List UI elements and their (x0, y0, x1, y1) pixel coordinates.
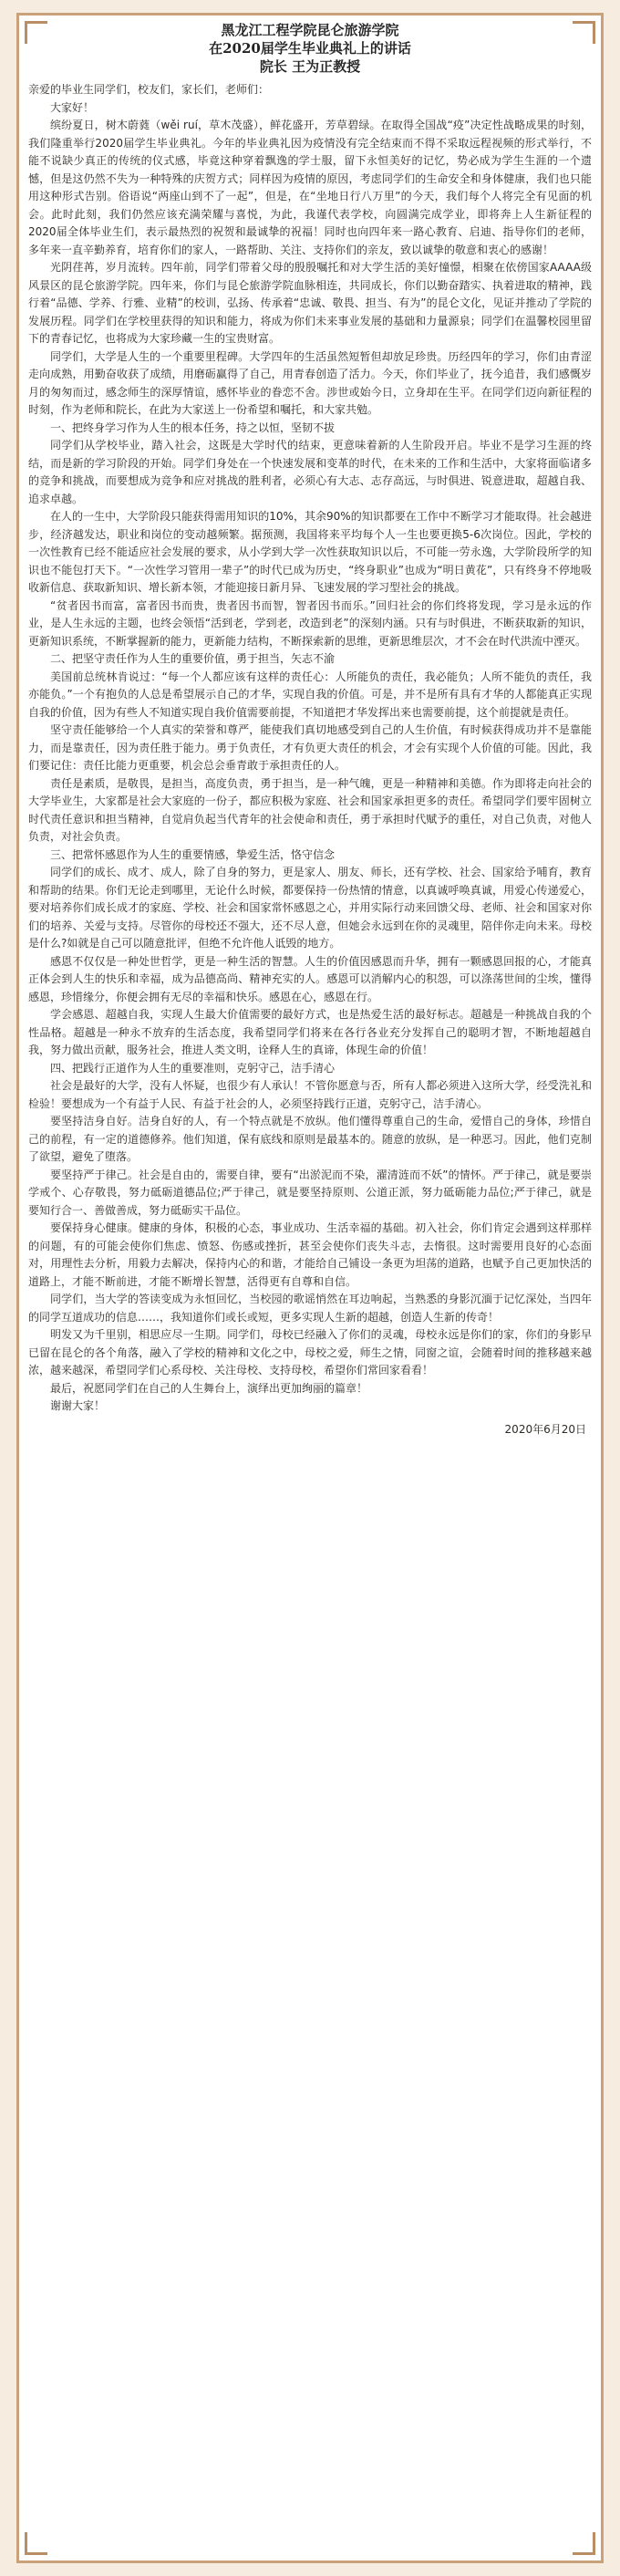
speech-body (28, 81, 592, 1439)
paragraph: 社会是最好的大学，没有人怀疑，也很少有人承认！不管你愿意与否，所有人都必须进入这所大学，经受洗礼和检验！要想成为一个有益于人民、有益于社会的人，必须坚持践行正道，克躬守己，洁手清心。 (28, 1079, 592, 1110)
paragraph: 要保持身心健康。健康的身体，积极的心态，事业成功、生活幸福的基础。初入社会，你们肯定会遇到这样那样的问题，有的可能会使你们焦虑、愤怒、伤感或挫折，甚至会使你们丧失斗志，去惰很。这时需要用良好的心态面对，用理性去分析，用毅力去解决，保持内心的和谐，才能给自己铺设一条更为坦荡的道路，也赋予自己更加快活的道路上，才能不断前进，才能不断增长智慧，活得更有自尊和自信。 (28, 1221, 592, 1288)
hello: 大家好！ (50, 100, 95, 114)
greeting: 亲爱的毕业生同学们，校友们，家长们，老师们： (28, 83, 270, 96)
paragraph: 要坚持洁身自好。洁身自好的人，有一个特点就是不放纵。他们懂得尊重自己的生命，爱惜自己的身体，珍惜自己的前程，有一定的道德修养。他们知道，保有底线和原则是最基本的。随意的放纵，是一种恶习。因此，他们克制了欲望，避免了堕落。 (28, 1115, 592, 1163)
thanks: 谢谢大家！ (50, 1399, 106, 1412)
paragraph: 责任是素质，是敬畏，是担当，高度负责，勇于担当，是一种气魄，更是一种精神和美德。作为即将走向社会的大学毕业生，大家都是社会大家庭的一份子，都应积极为家庭、社会和国家承担更多的责任。希望同学们要牢固树立时代责任意识和担当精神，自觉肩负起当代青年的社会使命和责任，勇于承担时代赋予的重任，对自己负责，对他人负责，对社会负责。 (28, 776, 592, 843)
paragraph: 光阴荏苒，岁月流转。四年前，同学们带着父母的殷殷嘱托和对大学生活的美好憧憬，相聚在依傍国家AAAA级风景区的昆仑旅游学院。四年来，你们与昆仑旅游学院血脉相连，共同成长，你们以勤奋踏实、执着进取的精神，践行着“品德、学养、行雅、业精”的校训，弘扬、传承着“忠诚、敬畏、担当、有为”的昆仑文化，见证并推动了学院的发展历程。同学们在学校里获得的知识和能力，将成为你们未来事业发展的基础和力量源泉；同学们在温馨校园里留下的青春记忆，也将成为大家珍藏一生的宝贵财富。 (28, 261, 592, 345)
paragraph: “贫者因书而富，富者因书而贵，贵者因书而智，智者因书而乐。”回归社会的你们终将发现，学习是永远的作业，是人生永远的主题，也终会领悟“活到老，学到老，改造到老”的深刻内涵。只有与时俱进，不断获取新的知识，更新知识系统，不断掌握新的能力，更新能力结构，不断探索新的思维，更新思维层次，才不会在时代洪流中湮灭。 (28, 598, 592, 648)
section-title: 三、把常怀感恩作为人生的重要情感，挚爱生活，恪守信念 (50, 847, 336, 861)
paragraph: 最后，祝愿同学们在自己的人生舞台上，演绎出更加绚丽的篇章！ (50, 1381, 368, 1395)
paragraph: 缤纷夏日，树木蔚蕤（wěi ruí，草木茂盛），鲜花盛开，芳草碧绿。在取得全国战“疫”决定性战略成果的时刻，我们隆重举行2020届学生毕业典礼。今年的毕业典礼因为疫情没有完全结束而不得不采取远程视频的形式举行，不能不说缺少真正的传统的仪式感，毕竟这种穿着飘逸的学士服，留下永恒美好的记忆，势必成为学生生涯的一个遗憾，但是这仍然不失为一种特殊的庆贺方式；同样因为疫情的原因，考虑同学们的生命安全和身体健康，我们也只能用这种形式告别。俗语说“两座山到不了一起”，但是，在“坐地日行八万里”的今天，我们每个人将完全有见面的机会。此时此刻，我们仍然应该充满荣耀与喜悦，为此，我谨代表学校，向圆满完成学业，即将奔上人生新征程的2020届全体毕业生们，表示最热烈的祝贺和最诚挚的祝福！同时也向四年来一路心教育、启迪、指导你们的老师，多年来一直辛勤养育，培育你们的家人，一路帮助、关注、支持你们的亲友，致以诚挚的敬意和衷心的感谢！ (28, 119, 592, 256)
speech-title: 在2020届学生毕业典礼上的讲话 (209, 40, 411, 57)
speech-header (28, 19, 592, 81)
speech-frame (16, 13, 604, 2563)
paragraph: 明发又为千里别，相思应尽一生期。同学们，母校已经融入了你们的灵魂，母校永远是你们的家，你们的身影早已留在昆仑的各个角落，融入了学校的精神和文化之中，母校之爱，师生之情，同窗之谊，会随着时间的推移越来越浓，越来越深，希望同学们心系母校、关注母校、支持母校，希望你们常回家看看！ (28, 1328, 592, 1376)
corner-ornament (573, 2532, 595, 2555)
corner-ornament (573, 21, 595, 44)
paragraph: 同学们，大学是人生的一个重要里程碑。大学四年的生活虽然短暂但却放足珍贵。历经四年的学习，你们由青涩走向成熟，用勤奋收获了成绩，用磨砺赢得了自己，用青春创造了活力。今天，你们毕业了，抚今追昔，我们感慨岁月的匆匆而过，感念师生的深厚情谊，感怀毕业的眷恋不舍。涉世或始今日，立身却在生平。在同学们迈向新征程的时刻，作为老师和院长，在此为大家送上一份希望和嘱托，和大家共勉。 (28, 349, 592, 416)
paragraph: 美国前总统林肯说过：“每一个人都应该有这样的责任心：人所能负的责任，我必能负；人所不能负的责任，我亦能负。”一个有抱负的人总是希望展示自己的才华，实现自我的价值。可是，并不是所有具有才华的人都能真正实现自我的价值，因为有些人不知道实现自我价值需要前提，不知道把才华发挥出来也需要前提，这个前提就是责任。 (28, 670, 592, 719)
paragraph: 要坚持严于律己。社会是自由的，需要自律，要有“出淤泥而不染，濯清涟而不妖”的情怀。严于律己，就是要崇学戒个、心存敬畏，努力砥砺道德品位;严于律己，就是要坚持原则、公道正派，努力砥砺能力品位;严于律己，就是要知行合一、善做善成，努力砥砺实干品位。 (28, 1168, 592, 1217)
paragraph: 同学们，当大学的答读变成为永恒回忆，当校园的歌谣悄然在耳边响起，当熟悉的身影沉湎于记忆深处，当四年的同学互道成功的信息……，我知道你们或长或短，更多实现人生新的超越，创造人生新的传奇！ (28, 1293, 592, 1324)
speaker: 院长 王为正教授 (259, 58, 361, 75)
section-title: 二、把坚守责任作为人生的重要价值，勇于担当，矢志不渝 (50, 652, 336, 665)
speech-date: 2020年6月20日 (504, 1422, 586, 1436)
corner-ornament (25, 21, 47, 44)
paragraph: 坚守责任能够给一个人真实的荣誉和尊严，能使我们真切地感受到自己的人生价值，有时候获得成功并不是靠能力，而是靠责任，因为责任胜于能力。勇于负责任，才有负更大责任的机会，才会有实现个人价值的可能。因此，我们要记住：责任比能力更重要，机会总会垂青敢于承担责任的人。 (28, 723, 592, 772)
paragraph: 同学们从学校毕业，踏入社会，这既是大学时代的结束，更意味着新的人生阶段开启。毕业不是学习生涯的终结，而是新的学习阶段的开始。同学们身处在一个快速发展和变革的时代，在未来的工作和生活中，大家将面临诸多的竞争和挑战，而要想成为竞争和应对挑战的胜利者，必须心有大志、志存高远，与时俱进、锐意进取，超越自我、追求卓越。 (28, 439, 592, 505)
section-title: 四、把践行正道作为人生的重要准则，克躬守己，洁手清心 (50, 1061, 336, 1075)
paragraph: 同学们的成长、成才、成人，除了自身的努力，更是家人、朋友、师长，还有学校、社会、国家给予哺育，教育和帮助的结果。你们无论走到哪里，无论什么时候，都要保持一份热情的情意，以真诚呼唤真诚，用爱心传递爱心，要对培养你们成长成才的家庭、学校、社会和国家常怀感恩之心，并用实际行动来回馈父母、老师、社会和国家对你们的培养、关爱与支持。尽管你的母校还不强大，还不尽人意，但她会永远到在你的灵魂里，陪伴你走向未来。母校是什么?如就是自己可以随意批评，但绝不允许他人诋毁的地方。 (28, 866, 592, 950)
paragraph: 学会感恩、超越自我，实现人生最大价值需要的最好方式，也是热爱生活的最好标志。超越是一种挑战自我的个性品格。超越是一种永不放弃的生活态度，我希望同学们将来在各行各业充分发挥自己的聪明才智，不断地超越自我，努力做出贡献，服务社会，推进人类文明，诠释人生的真谛，体现生命的价值！ (28, 1008, 592, 1056)
school-name: 黑龙江工程学院昆仑旅游学院 (221, 22, 399, 38)
corner-ornament (25, 2532, 47, 2555)
paragraph: 在人的一生中，大学阶段只能获得需用知识的10%，其余90%的知识都要在工作中不断学习才能取得。社会越进步，经济越发达，职业和岗位的变动越频繁。据预测，我国将来平均每个人一生也要更换5-6次岗位。因此，学校的一次性教育已经不能适应社会发展的要求，从小学到大学一次性获取知识以后，不可能一劳永逸，大学阶段所学的知识也不能包打天下。“一次性学习管用一辈子”的时代已成为历史，“终身职业”也成为“明日黄花”，只有终身不停地吸收新信息、获取新知识、增长新本领，才能迎接日新月异、飞速发展的学习型社会的挑战。 (28, 510, 592, 594)
paragraph: 感恩不仅仅是一种处世哲学，更是一种生活的智慧。人生的价值因感恩而升华，拥有一颗感恩回报的心，才能真正体会到人生的快乐和幸福，成为品德高尚、精神充实的人。感恩可以消解内心的积怨，可以涤荡世间的尘埃，懂得感恩，珍惜缘分，你便会拥有无尽的幸福和快乐。感恩在心，感恩在行。 (28, 954, 592, 1003)
section-title: 一、把终身学习作为人生的根本任务，持之以恒，坚韧不拔 (50, 421, 336, 434)
